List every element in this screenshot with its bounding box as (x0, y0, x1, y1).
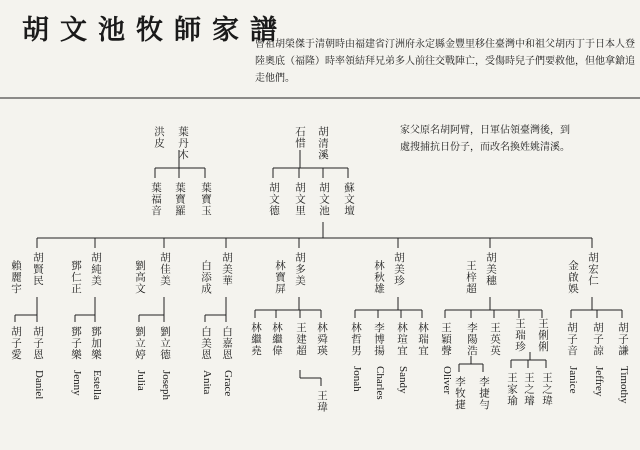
gen1-hong-child: 葉寶羅 (174, 182, 186, 217)
gen2-child: 胡純美 (90, 252, 102, 287)
page-title: 胡文池牧師家譜 (22, 15, 288, 46)
gen3-child: 鄧子樂 (70, 326, 82, 361)
father-note: 家父原名胡阿臂，日軍佔領臺灣後，到處搜捕抗日份子，而改名換姓姚清溪。 (400, 125, 570, 153)
ancestor-shi-spouse: 胡清溪 (317, 126, 329, 161)
gen3-child: 胡子諒 (592, 322, 604, 357)
gen2-spouse: 林寶屏 (274, 260, 286, 295)
gen2-child: 胡宏仁 (587, 252, 599, 287)
gen3-child: 林瑞宜 (417, 322, 429, 357)
gen3-english-name: Jonah (351, 366, 363, 392)
gen3-english-name: Joseph (160, 370, 172, 400)
gen1-hong-child: 葉寶玉 (200, 182, 212, 217)
gen3-english-name: Jeffrey (593, 366, 605, 397)
ancestor-hong-spouse: 葉丹木 (177, 126, 189, 161)
gen2-child: 胡美珍 (393, 252, 405, 287)
gen3-child: 王瑞珍 (514, 318, 526, 353)
gen3-child: 胡子愛 (10, 326, 22, 361)
gen1-hong-child: 葉福音 (150, 182, 162, 217)
gen3-english-name: Charles (374, 366, 386, 400)
gen3-english-name: Sandy (397, 366, 409, 394)
gen3-child: 劉立德 (159, 326, 171, 361)
gen3-child: 李博揚 (373, 322, 385, 357)
gen4-grandchild: 王之璿 (523, 372, 535, 407)
gen2-child: 胡美穗 (485, 252, 497, 287)
gen3-child: 鄧加樂 (90, 326, 102, 361)
gen3-child: 王英英 (489, 322, 501, 357)
gen4-grandchild: 王之瑋 (541, 372, 553, 407)
gen3-child: 胡子恩 (32, 326, 44, 361)
gen4-grandchild: 王家瑜 (506, 372, 518, 407)
gen3-child: 白嘉恩 (221, 326, 233, 361)
gen1-shi-child: 胡文德 (268, 182, 280, 217)
gen1-shi-child: 胡文池 (318, 182, 330, 217)
ancestor-hong: 洪皮 (153, 126, 165, 149)
gen3-english-name: Timothy (618, 366, 630, 404)
gen3-child: 林瑄宜 (396, 322, 408, 357)
gen2-spouse: 鄧仁正 (70, 260, 82, 295)
gen3-english-name: Julia (135, 370, 147, 391)
gen4-grandchild: 王瑋 (316, 390, 328, 413)
gen2-child: 胡美華 (221, 252, 233, 287)
gen3-child: 王建超 (295, 322, 307, 357)
gen2-spouse: 白添成 (200, 260, 212, 295)
gen2-spouse: 林秋雄 (373, 260, 385, 295)
gen3-english-name: Estella (91, 370, 103, 400)
gen3-child: 林舜瑛 (316, 322, 328, 357)
gen4-grandchild: 李牧捷 (454, 376, 466, 411)
gen2-spouse: 王梓超 (465, 260, 477, 295)
gen3-child: 王穎聲 (440, 322, 452, 357)
gen1-shi-child: 胡文里 (294, 182, 306, 217)
gen3-child: 白美恩 (200, 326, 212, 361)
gen2-spouse: 金啟娛 (567, 260, 579, 295)
gen3-english-name: Daniel (33, 370, 45, 400)
intro-paragraph: 曾祖胡榮傑于清朝時由福建省汀洲府永定縣金豐里移住臺灣中和祖父胡丙丁于日本人登陸奧底（福隆）時率領結拜兄弟多人前往交戰陣亡，受傷時兒子們要救他，但他拿鎗追走他們。 (255, 39, 635, 84)
gen2-spouse: 劉高文 (134, 260, 146, 295)
gen3-english-name: Janice (567, 366, 579, 394)
gen2-child: 胡賢民 (32, 252, 44, 287)
gen3-child: 胡子謙 (617, 322, 629, 357)
gen3-child: 王俐俐 (537, 318, 549, 353)
ancestor-shi: 石惜 (294, 126, 306, 149)
gen3-english-name: Grace (222, 370, 234, 397)
gen3-child: 林繼偉 (271, 322, 283, 357)
gen3-child: 林繼堯 (250, 322, 262, 357)
gen3-child: 林哲男 (350, 322, 362, 357)
gen3-english-name: Anita (201, 370, 213, 395)
gen3-child: 胡子音 (566, 322, 578, 357)
gen3-child: 劉立婷 (134, 326, 146, 361)
gen3-child: 李陽浩 (466, 322, 478, 357)
gen3-english-name: Oliver (441, 366, 453, 395)
gen2-child: 胡佳美 (159, 252, 171, 287)
gen3-english-name: Jenny (71, 370, 83, 396)
gen1-shi-child: 蘇文壇 (343, 182, 355, 217)
gen4-grandchild: 李捷勻 (478, 376, 490, 411)
gen2-spouse: 賴麗宇 (10, 260, 22, 295)
gen2-child: 胡多美 (294, 252, 306, 287)
